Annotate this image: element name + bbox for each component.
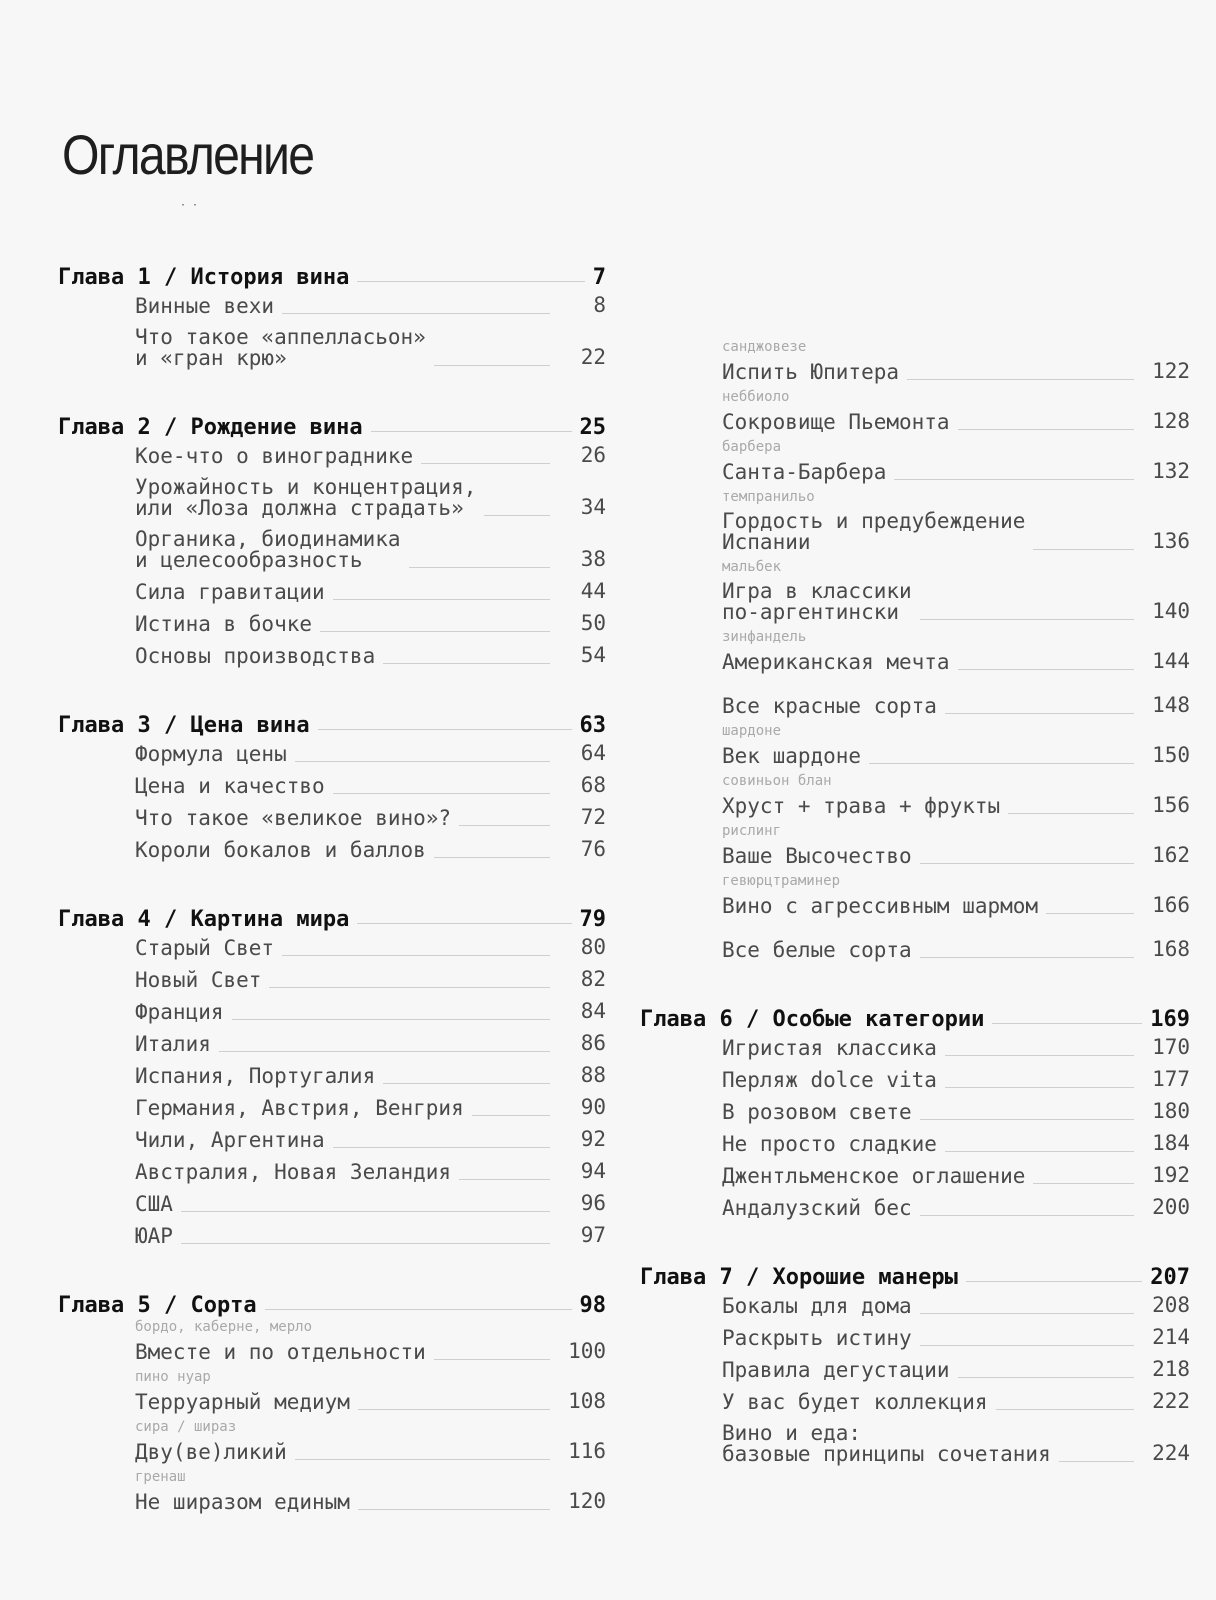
entry-title: Вино с агрессивным шармом: [722, 894, 1039, 918]
entry-title: Правила дегустации: [722, 1358, 950, 1382]
leader-line: [269, 987, 550, 988]
page-number: 97: [580, 1223, 606, 1247]
entry-title: Вино и еда: базовые принципы сочетания: [722, 1421, 1051, 1466]
entry-title: Новый Свет: [135, 968, 262, 992]
entry-title: Испания, Португалия: [135, 1064, 376, 1088]
toc-entry[interactable]: [135, 932, 606, 964]
toc-entry[interactable]: [722, 356, 1190, 388]
toc-entry[interactable]: [722, 1096, 1190, 1128]
page-number: 8: [593, 293, 606, 317]
entry-title: Основы производства: [135, 644, 376, 668]
chapter-heading[interactable]: [640, 1258, 1190, 1290]
leader-line: [232, 1019, 550, 1020]
entry-title: Органика, биодинамика и целесообразность: [135, 527, 401, 572]
toc-entry[interactable]: [135, 1436, 606, 1468]
leader-line: [945, 1087, 1134, 1088]
page-number: 54: [580, 643, 606, 667]
leader-line: [265, 1309, 572, 1310]
toc-entry[interactable]: [722, 1032, 1190, 1064]
toc-entry[interactable]: [722, 1290, 1190, 1322]
leader-line: [282, 313, 550, 314]
chapter-title: Глава 7 / Хорошие манеры: [640, 1265, 958, 1290]
leader-line: [371, 431, 572, 432]
toc-entry[interactable]: [722, 1128, 1190, 1160]
toc-entry[interactable]: [135, 576, 606, 608]
entry-title: У вас будет коллекция: [722, 1390, 988, 1414]
page-number: 34: [580, 495, 606, 519]
leader-line: [894, 479, 1134, 480]
toc-entry[interactable]: [135, 770, 606, 802]
entry-title: Германия, Австрия, Венгрия: [135, 1096, 464, 1120]
toc-entry[interactable]: [135, 524, 606, 576]
toc-entry[interactable]: [135, 964, 606, 996]
leader-line: [181, 1211, 550, 1212]
toc-entry[interactable]: [135, 738, 606, 770]
toc-entry[interactable]: [135, 1336, 606, 1368]
page-number: 136: [1152, 529, 1190, 553]
entry-title: США: [135, 1192, 173, 1216]
leader-line: [958, 429, 1134, 430]
grape-variety-label: рислинг: [722, 823, 782, 839]
grape-variety-label: мальбек: [722, 559, 782, 575]
leader-line: [945, 1055, 1134, 1056]
spacer: [58, 672, 606, 706]
page-number: 222: [1152, 1389, 1190, 1413]
page-number: 25: [579, 415, 606, 440]
leader-line: [181, 1243, 550, 1244]
chapter-heading[interactable]: [58, 1286, 606, 1318]
chapter-heading[interactable]: [58, 408, 606, 440]
page-number: 79: [579, 907, 606, 932]
page-number: 72: [580, 805, 606, 829]
toc-entry[interactable]: [722, 740, 1190, 772]
toc-entry[interactable]: [722, 506, 1190, 558]
entry-title: Бокалы для дома: [722, 1294, 912, 1318]
page-number: 96: [580, 1191, 606, 1215]
toc-column-left: [58, 258, 606, 1518]
toc-entry[interactable]: [722, 1192, 1190, 1224]
leader-line: [1046, 913, 1134, 914]
page-number: 94: [580, 1159, 606, 1183]
entry-title: Что такое «аппелласьон» и «гран крю»: [135, 325, 426, 370]
leader-line: [219, 1051, 550, 1052]
chapter-heading[interactable]: [58, 900, 606, 932]
leader-line: [920, 1215, 1134, 1216]
entry-title: Не просто сладкие: [722, 1132, 937, 1156]
page-number: 84: [580, 999, 606, 1023]
toc-entry[interactable]: [135, 1028, 606, 1060]
leader-line: [1033, 549, 1134, 550]
leader-line: [409, 567, 550, 568]
entry-title: Не ширазом единым: [135, 1490, 350, 1514]
leader-line: [459, 1179, 550, 1180]
entry-title: Истина в бочке: [135, 612, 313, 636]
entry-title: Раскрыть истину: [722, 1326, 912, 1350]
spacer: [640, 922, 1190, 934]
chapter-title: Глава 4 / Картина мира: [58, 907, 350, 932]
leader-line: [484, 515, 550, 516]
page-number: 38: [580, 547, 606, 571]
page-number: 128: [1152, 409, 1190, 433]
toc-entry[interactable]: [135, 1188, 606, 1220]
toc-entry[interactable]: [722, 1160, 1190, 1192]
leader-line: [1008, 813, 1134, 814]
toc-entry[interactable]: [722, 576, 1190, 628]
page-number: 169: [1150, 1007, 1190, 1032]
page-number: 26: [580, 443, 606, 467]
leader-line: [920, 619, 1134, 620]
grape-variety-label: пино нуар: [135, 1369, 211, 1385]
grape-variety-label: темпранильо: [722, 489, 815, 505]
toc-column-right: [640, 338, 1190, 1470]
page-title: Оглавление: [62, 123, 314, 186]
toc-entry[interactable]: [722, 890, 1190, 922]
page-number: 162: [1152, 843, 1190, 867]
leader-line: [1059, 1461, 1134, 1462]
leader-line: [958, 1377, 1134, 1378]
toc-entry[interactable]: [722, 456, 1190, 488]
page-number: 100: [568, 1339, 606, 1363]
entry-title: Игристая классика: [722, 1036, 937, 1060]
toc-entry[interactable]: [722, 1322, 1190, 1354]
page-number: 86: [580, 1031, 606, 1055]
entry-title: Короли бокалов и баллов: [135, 838, 426, 862]
toc-entry[interactable]: [135, 834, 606, 866]
entry-title: Урожайность и концентрация, или «Лоза должна страдать»: [135, 475, 477, 520]
spacer: [58, 866, 606, 900]
spacer: [58, 1252, 606, 1286]
toc-entry[interactable]: [135, 290, 606, 322]
entry-title: Все белые сорта: [722, 938, 912, 962]
grape-variety-label: шардоне: [722, 723, 782, 739]
entry-title: Испить Юпитера: [722, 360, 900, 384]
grape-variety-label: совиньон блан: [722, 773, 832, 789]
page-number: 168: [1152, 937, 1190, 961]
page-number: 170: [1152, 1035, 1190, 1059]
leader-line: [358, 1509, 550, 1510]
entry-title: В розовом свете: [722, 1100, 912, 1124]
page-number: 80: [580, 935, 606, 959]
page-number: 90: [580, 1095, 606, 1119]
toc-entry[interactable]: [722, 790, 1190, 822]
leader-line: [958, 669, 1134, 670]
chapter-title: Глава 1 / История вина: [58, 265, 350, 290]
leader-line: [295, 1459, 550, 1460]
toc-entry[interactable]: [135, 1386, 606, 1418]
page-number: 180: [1152, 1099, 1190, 1123]
leader-line: [434, 857, 550, 858]
toc-entry[interactable]: [722, 646, 1190, 678]
entry-title: Американская мечта: [722, 650, 950, 674]
toc-entry[interactable]: [722, 840, 1190, 872]
page-number: 116: [568, 1439, 606, 1463]
entry-title: Сокровище Пьемонта: [722, 410, 950, 434]
leader-line: [333, 599, 550, 600]
spacer: [640, 1224, 1190, 1258]
leader-line: [383, 663, 550, 664]
toc-entry[interactable]: [135, 322, 606, 374]
page-number: 224: [1152, 1441, 1190, 1465]
leader-line: [992, 1023, 1142, 1024]
leader-line: [920, 863, 1134, 864]
page-number: 177: [1152, 1067, 1190, 1091]
grape-variety-label: зинфандель: [722, 629, 807, 645]
page-number: 200: [1152, 1195, 1190, 1219]
leader-line: [945, 1151, 1134, 1152]
page-number: 144: [1152, 649, 1190, 673]
leader-line: [333, 1147, 550, 1148]
toc-entry[interactable]: [722, 1386, 1190, 1418]
leader-line: [472, 1115, 550, 1116]
toc-entry[interactable]: [135, 1092, 606, 1124]
toc-entry[interactable]: [135, 1486, 606, 1518]
entry-title: Что такое «великое вино»?: [135, 806, 452, 830]
page-number: 208: [1152, 1293, 1190, 1317]
page-number: 140: [1152, 599, 1190, 623]
page-number: 7: [592, 265, 606, 290]
entry-title: Формула цены: [135, 742, 287, 766]
leader-line: [282, 955, 550, 956]
page-number: 44: [580, 579, 606, 603]
leader-line: [996, 1409, 1134, 1410]
leader-line: [333, 793, 550, 794]
page-number: 64: [580, 741, 606, 765]
page-number: 218: [1152, 1357, 1190, 1381]
chapter-heading[interactable]: [58, 706, 606, 738]
toc-entry[interactable]: [135, 608, 606, 640]
entry-title: Франция: [135, 1000, 224, 1024]
page-number: 192: [1152, 1163, 1190, 1187]
entry-title: ЮАР: [135, 1224, 173, 1248]
spacer: [640, 678, 1190, 690]
toc-entry[interactable]: [135, 1124, 606, 1156]
entry-title: Гордость и предубеждение Испании: [722, 509, 1026, 554]
entry-title: Чили, Аргентина: [135, 1128, 325, 1152]
page-number: 150: [1152, 743, 1190, 767]
page-number: 88: [580, 1063, 606, 1087]
grape-variety-label: гренаш: [135, 1469, 186, 1485]
page-number: 122: [1152, 359, 1190, 383]
grape-variety-label: санджовезе: [722, 339, 807, 355]
toc-entry[interactable]: [722, 1064, 1190, 1096]
grape-variety-label: барбера: [722, 439, 782, 455]
toc-entry[interactable]: [135, 640, 606, 672]
chapter-title: Глава 2 / Рождение вина: [58, 415, 363, 440]
grape-variety-label: гевюрцтраминер: [722, 873, 841, 889]
leader-line: [920, 1313, 1134, 1314]
toc-entry[interactable]: [722, 1418, 1190, 1470]
chapter-heading[interactable]: [58, 258, 606, 290]
leader-line: [920, 1345, 1134, 1346]
leader-line: [358, 1409, 550, 1410]
leader-line: [318, 729, 572, 730]
toc-entry[interactable]: [135, 802, 606, 834]
entry-title: Старый Свет: [135, 936, 275, 960]
leader-line: [320, 631, 550, 632]
toc-entry[interactable]: [135, 996, 606, 1028]
leader-line: [434, 365, 550, 366]
leader-line: [434, 1359, 550, 1360]
leader-line: [459, 825, 550, 826]
entry-title: Хруст + трава + фрукты: [722, 794, 1001, 818]
page-number: 132: [1152, 459, 1190, 483]
leader-line: [357, 923, 571, 924]
chapter-title: Глава 6 / Особые категории: [640, 1007, 985, 1032]
entry-title: Кое-что о винограднике: [135, 444, 414, 468]
page-number: 98: [579, 1293, 606, 1318]
toc-entry[interactable]: [135, 1220, 606, 1252]
spacer: [640, 966, 1190, 1000]
entry-title: Перляж dolce vita: [722, 1068, 937, 1092]
page-number: 207: [1150, 1265, 1190, 1290]
page-number: 214: [1152, 1325, 1190, 1349]
entry-title: Австралия, Новая Зеландия: [135, 1160, 452, 1184]
page-number: 108: [568, 1389, 606, 1413]
page-number: 63: [579, 713, 606, 738]
entry-title: Игра в классики по-аргентински: [722, 579, 912, 624]
chapter-title: Глава 3 / Цена вина: [58, 713, 310, 738]
entry-title: Вместе и по отдельности: [135, 1340, 426, 1364]
page-number: 22: [580, 345, 606, 369]
toc-entry[interactable]: [135, 440, 606, 472]
toc-entry[interactable]: [722, 690, 1190, 722]
spacer: [58, 374, 606, 408]
leader-line: [421, 463, 550, 464]
leader-line: [920, 1119, 1134, 1120]
entry-title: Италия: [135, 1032, 211, 1056]
toc-entry[interactable]: [135, 1156, 606, 1188]
entry-title: Дву(ве)ликий: [135, 1440, 287, 1464]
toc-entry[interactable]: [135, 472, 606, 524]
page-number: 156: [1152, 793, 1190, 817]
page-number: 76: [580, 837, 606, 861]
page-number: 82: [580, 967, 606, 991]
leader-line: [1033, 1183, 1134, 1184]
toc-entry[interactable]: [722, 1354, 1190, 1386]
leader-line: [357, 281, 584, 282]
entry-title: Цена и качество: [135, 774, 325, 798]
page-number: 120: [568, 1489, 606, 1513]
page-number: 148: [1152, 693, 1190, 717]
entry-title: Век шардоне: [722, 744, 862, 768]
grape-variety-label: неббиоло: [722, 389, 790, 405]
chapter-heading[interactable]: [640, 1000, 1190, 1032]
page-number: 184: [1152, 1131, 1190, 1155]
chapter-title: Глава 5 / Сорта: [58, 1293, 257, 1318]
leader-line: [383, 1083, 550, 1084]
entry-title: Винные вехи: [135, 294, 275, 318]
grape-variety-label: бордо, каберне, мерло: [135, 1319, 313, 1335]
page-number: 166: [1152, 893, 1190, 917]
page-number: 68: [580, 773, 606, 797]
entry-title: Все красные сорта: [722, 694, 937, 718]
leader-line: [945, 713, 1134, 714]
toc-entry[interactable]: [722, 406, 1190, 438]
entry-title: Андалузский бес: [722, 1196, 912, 1220]
leader-line: [966, 1281, 1142, 1282]
leader-line: [920, 957, 1134, 958]
entry-title: Джентльменское оглашение: [722, 1164, 1026, 1188]
leader-line: [907, 379, 1134, 380]
leader-line: [869, 763, 1134, 764]
leader-line: [295, 761, 550, 762]
page-number: 92: [580, 1127, 606, 1151]
toc-entry[interactable]: [135, 1060, 606, 1092]
page-number: 50: [580, 611, 606, 635]
title-ornament: · ·: [180, 200, 199, 211]
entry-title: Сила гравитации: [135, 580, 325, 604]
grape-variety-label: сира / шираз: [135, 1419, 237, 1435]
entry-title: Санта-Барбера: [722, 460, 887, 484]
entry-title: Ваше Высочество: [722, 844, 912, 868]
toc-entry[interactable]: [722, 934, 1190, 966]
entry-title: Терруарный медиум: [135, 1390, 350, 1414]
